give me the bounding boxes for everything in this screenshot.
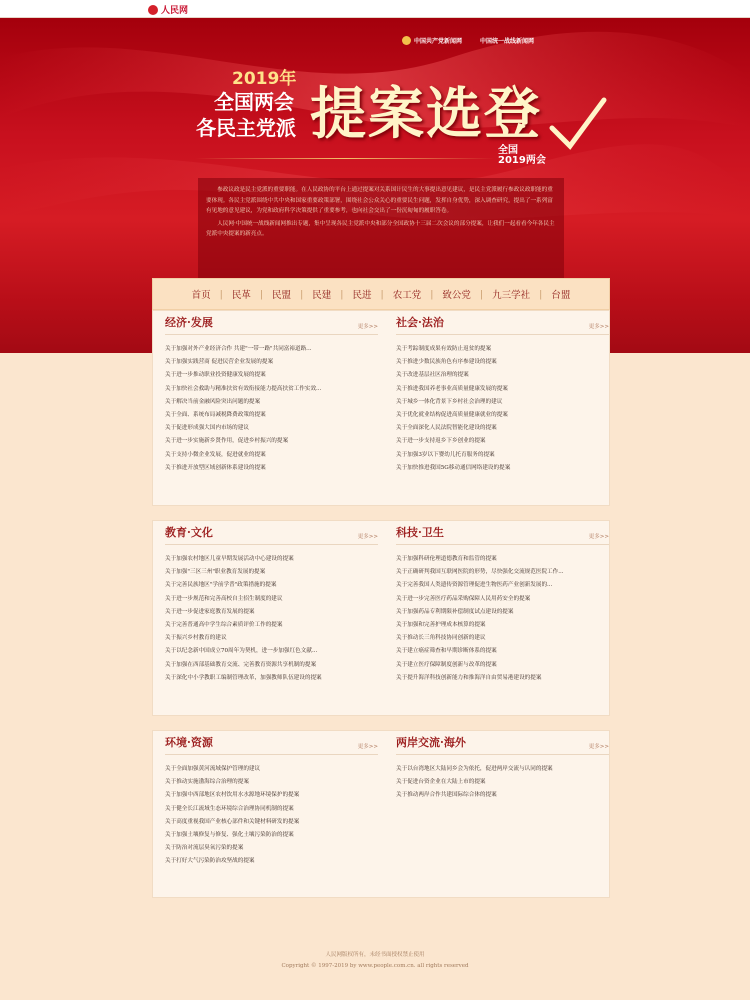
list-item[interactable]: 关于改进基层社区治理的提案 xyxy=(396,372,469,379)
nav-home[interactable]: 首页 xyxy=(191,290,211,301)
nav-zhigong[interactable]: 致公党 xyxy=(442,290,471,301)
list-item[interactable]: 关于促进形成强大国内市场的建议 xyxy=(165,425,249,432)
list-item[interactable]: 关于推进少数民族角色有序参建设的提案 xyxy=(396,359,497,366)
section-environment xyxy=(165,731,378,869)
nav-taimeng[interactable]: 台盟 xyxy=(551,290,571,301)
list-item[interactable]: 关于加强中西部地区农村饮用水水源地环境保护的提案 xyxy=(165,792,300,799)
list-item[interactable]: 关于高度重视我国产业核心部件和关键材料研发的提案 xyxy=(165,818,300,825)
proposal-list xyxy=(165,763,378,869)
people-logo[interactable]: 人民网 xyxy=(148,3,188,16)
list-item[interactable]: 关于推动实施渤海综合治理的提案 xyxy=(165,779,249,786)
list-item[interactable]: 关于防治对流层臭氧污染的提案 xyxy=(165,845,244,852)
nav-nonggong[interactable]: 农工党 xyxy=(392,290,422,301)
hero-main-title: 提案选登 xyxy=(310,81,542,147)
list-item[interactable]: 关于进一步实施新乡贤作用，促进乡村振兴的提案 xyxy=(165,438,289,445)
proposal-list xyxy=(396,343,609,475)
section-title: 经济·发展 xyxy=(165,316,213,329)
proposal-list xyxy=(165,553,378,685)
list-item[interactable]: 关于正确研判我国互联网医院的形势，尽快强化交流规范医院工作... xyxy=(396,569,564,576)
list-item[interactable]: 关于加强对外产业经济合作 共建"一带一路"共同富裕道路... xyxy=(165,346,312,352)
footer-copyright: Copyright © 1997-2019 by www.people.com.cn. all rights reserved xyxy=(281,963,469,969)
list-item[interactable]: 关于加强3岁以下婴幼儿托育服务的提案 xyxy=(396,451,495,458)
list-item[interactable]: 关于全面加强黄河流域保护管理的建议 xyxy=(165,766,261,772)
list-item[interactable]: 关于加强科研伦理道德教育和监管的提案 xyxy=(396,556,497,562)
nav-bar: 首页 | 民革 | 民盟 | 民建 | 民进 | 农工党 | 致公党 | 九三学社 | 台盟 xyxy=(152,278,610,310)
list-item[interactable]: 关于促进台资企业在大陆上市的提案 xyxy=(396,779,486,786)
list-item[interactable]: 关于进一步规范和完善高校自主招生制度的建议 xyxy=(165,595,283,602)
panel-economy-society xyxy=(152,310,610,506)
hero-line2: 各民主党派 xyxy=(196,116,296,140)
proposal-list xyxy=(165,343,378,475)
list-item[interactable]: 关于推动长三角科技协同创新的建议 xyxy=(396,635,486,642)
list-item[interactable]: 关于完善民族地区"学前学普"政策措施的提案 xyxy=(165,582,277,589)
list-item[interactable]: 关于解决当前金融风险突出问题的提案 xyxy=(165,398,261,405)
list-item[interactable]: 关于加快社会救助与精准扶贫有效衔接能力提高扶贫工作实效... xyxy=(165,385,322,392)
more-link[interactable]: 更多>> xyxy=(588,744,609,750)
footer-rights: 人民网版权所有，未经书面授权禁止使用 xyxy=(325,952,425,958)
list-item[interactable]: 关于加强"三区三州"职业教育发展的提案 xyxy=(165,569,266,576)
section-society xyxy=(396,311,609,475)
list-item[interactable]: 关于加强药品专利期限补偿制度试点建设的提案 xyxy=(396,608,514,615)
section-cross-strait xyxy=(396,731,609,803)
list-item[interactable]: 关于以纪念新中国成立70周年为契机，进一步加强红色文献... xyxy=(165,648,318,655)
list-item[interactable]: 关于推动两岸合作共建国际综合体的提案 xyxy=(396,792,497,799)
section-education xyxy=(165,521,378,685)
list-item[interactable]: 关于加强和完善护理成本核算的提案 xyxy=(396,622,486,629)
section-title: 环境·资源 xyxy=(165,736,213,749)
section-tech xyxy=(396,521,609,685)
list-item[interactable]: 关于进一步完善医疗药品采购保障人民用药安全的提案 xyxy=(396,595,531,602)
more-link[interactable]: 更多>> xyxy=(357,324,378,330)
list-item[interactable]: 关于考踪制度成果有效防止返贫的提案 xyxy=(396,346,492,352)
proposal-list xyxy=(396,553,609,685)
list-item[interactable]: 关于振兴乡村教育的建议 xyxy=(165,635,227,642)
checkmark-icon xyxy=(548,94,608,154)
hero-year: 2019年 xyxy=(232,69,297,89)
list-item[interactable]: 关于城乡一体化背景下乡村社会治理的建议 xyxy=(396,398,503,405)
list-item[interactable]: 关于全面、系统布局减税降费政策的提案 xyxy=(165,412,266,419)
hero-line1: 全国两会 xyxy=(214,90,294,114)
list-item[interactable]: 关于完善我国人类遗传资源管理促进生物医药产业创新发展的... xyxy=(396,582,553,589)
list-item[interactable]: 关于全面深化人民法院智能化建设的提案 xyxy=(396,425,497,432)
list-item[interactable]: 关于以台湾地区大陆同乡会为依托，促进两岸交流与认同的提案 xyxy=(396,766,553,772)
list-item[interactable]: 关于提升海洋科技创新能力和推海洋自由贸易港建设的提案 xyxy=(396,674,542,681)
list-item[interactable]: 关于建立医疗保障制度创新与改革的提案 xyxy=(396,661,497,668)
list-item[interactable]: 关于优化就业结构促进高质量健康就业的提案 xyxy=(396,412,508,419)
list-item[interactable]: 关于加快推进我国5G移动通信网络建设的提案 xyxy=(396,464,511,471)
list-item[interactable]: 关于进一步支持返乡下乡创业的提案 xyxy=(396,438,486,445)
footer xyxy=(0,950,750,972)
party-emblem-icon xyxy=(402,36,411,45)
list-item[interactable]: 关于建立癌症筛查和早期诊断体系的提案 xyxy=(396,648,497,655)
list-item[interactable]: 关于加强农村地区儿童早期发展活动中心建设的提案 xyxy=(165,556,294,562)
lianghui-badge: 全国 2019两会 xyxy=(498,145,546,166)
more-link[interactable]: 更多>> xyxy=(357,534,378,540)
section-economy xyxy=(165,311,378,475)
section-title: 教育·文化 xyxy=(165,526,213,539)
list-item[interactable]: 关于健全长江流域生态环境综合治理协同机制的提案 xyxy=(165,805,294,812)
logo-icon xyxy=(148,5,158,15)
section-title: 科技·卫生 xyxy=(396,526,444,539)
list-item[interactable]: 关于推进开放型区域创新体系建设的提案 xyxy=(165,464,266,471)
panel-environment-crossstrait xyxy=(152,730,610,898)
more-link[interactable]: 更多>> xyxy=(588,324,609,330)
nav-minjian[interactable]: 民建 xyxy=(312,290,332,301)
nav-minge[interactable]: 民革 xyxy=(231,290,251,301)
list-item[interactable]: 关于加强土壤修复与修复、强化土壤污染防治的提案 xyxy=(165,832,294,839)
list-item[interactable]: 关于完善普通高中学生综合素质评价工作的提案 xyxy=(165,622,283,629)
list-item[interactable]: 关于推进我国养老事业高质量健康发展的提案 xyxy=(396,385,508,392)
nav-minjin[interactable]: 民进 xyxy=(352,290,372,301)
panel-education-tech xyxy=(152,520,610,716)
list-item[interactable]: 关于加强在西部基础教育交流、完善教育资源共享机制的提案 xyxy=(165,661,317,668)
list-item[interactable]: 关于支持小微企业发展，促进就业的提案 xyxy=(165,451,266,458)
list-item[interactable]: 关于深化中小学教职工编制管理改革，加强教师队伍建设的提案 xyxy=(165,674,322,681)
section-title: 社会·法治 xyxy=(396,316,444,329)
partner-zytzb[interactable]: 中国统一战线新闻网 xyxy=(480,38,535,45)
list-item[interactable]: 关于加强实践营商 促进民营企业发展的提案 xyxy=(165,359,274,366)
intro-box: 参政议政是民主党派的重要职能。在人民政协的平台上通过提案对关系国计民生的大事提出意见建议，是民主党派履行参政议政职能的重要体现。各民主党派围绕中共中央和国家重要政策部署，围绕社会公众关心的重要民生问题，发挥自身优势，深入调查研究，提出了一系列富有见地的意见建议，为党和政府科学决策提供了重要参考，也向社会交出了一份沉甸甸的履职答卷。 人民网·中国统一战线新闻网推出专题，集中呈现各民主党派中央和部分全国政协十三届二次会议的部分提案，让我们一起看看今年各民主党派中央提案的新亮点。 xyxy=(198,178,564,278)
divider xyxy=(195,158,495,159)
more-link[interactable]: 更多>> xyxy=(588,534,609,540)
proposal-list xyxy=(396,763,609,803)
list-item[interactable]: 关于进一步促进家庭教育发展的提案 xyxy=(165,608,255,615)
top-bar xyxy=(0,0,750,18)
partner-cpcnews[interactable]: 中国共产党新闻网 xyxy=(402,36,462,45)
list-item[interactable]: 关于进一步推动职业投资健康发展的提案 xyxy=(165,372,266,379)
section-title: 两岸交流·海外 xyxy=(396,736,466,749)
nav-minmeng[interactable]: 民盟 xyxy=(272,290,292,301)
more-link[interactable]: 更多>> xyxy=(357,744,378,750)
nav-jiusan[interactable]: 九三学社 xyxy=(492,290,531,301)
list-item[interactable]: 关于打好大气污染防治攻坚战的提案 xyxy=(165,858,255,865)
